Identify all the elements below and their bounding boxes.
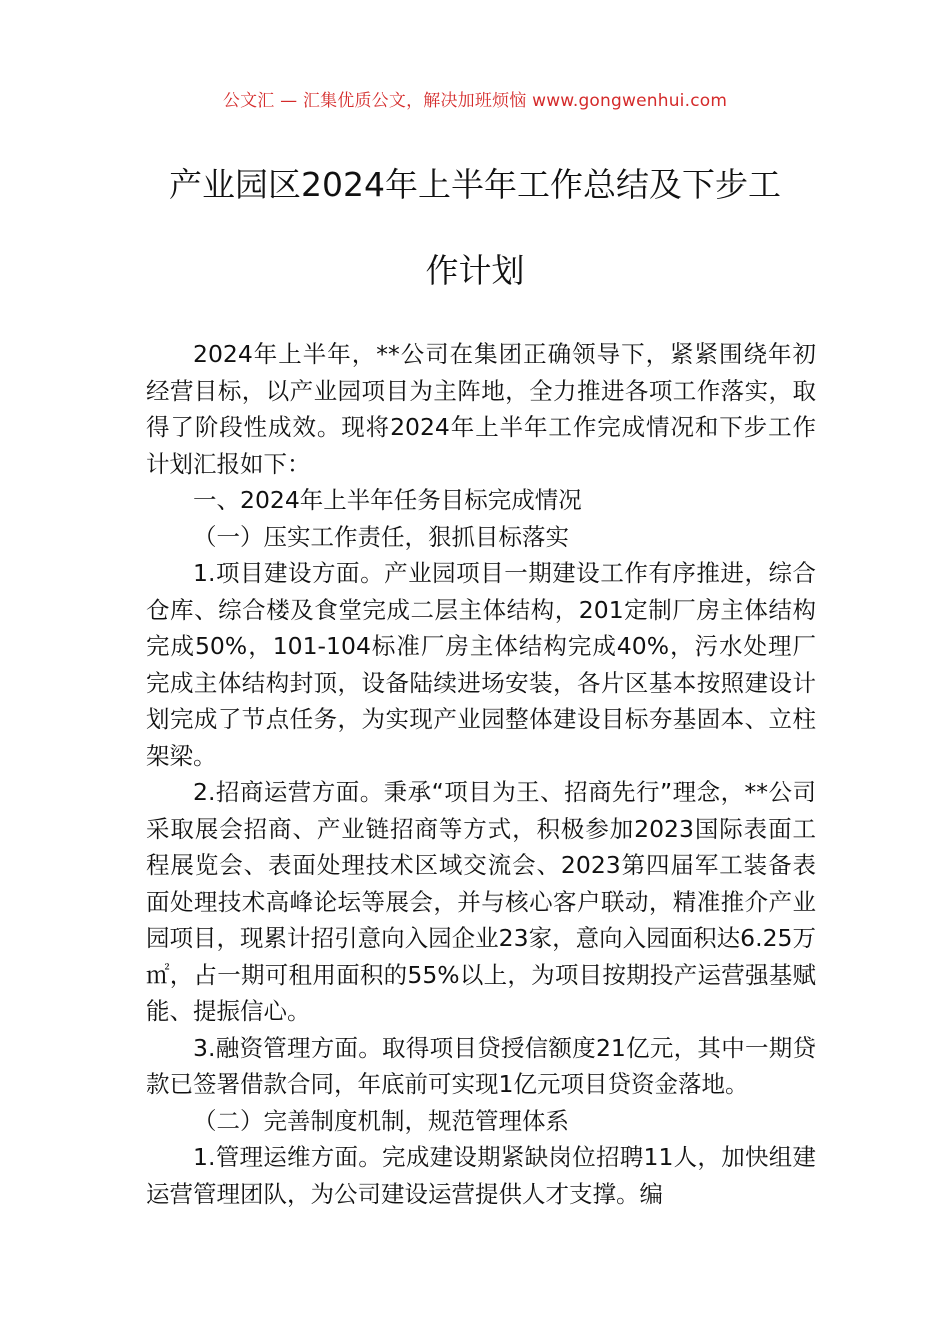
- document-body: [146, 336, 816, 1212]
- paragraph-financing-management: 3.融资管理方面。取得项目贷授信额度21亿元，其中一期贷款已签署借款合同，年底前可实现1亿元项目贷资金落地。: [146, 1033, 816, 1098]
- subsection-1-heading: （一）压实工作责任，狠抓目标落实: [193, 522, 569, 551]
- subsection-2-heading: （二）完善制度机制，规范管理体系: [193, 1106, 569, 1135]
- paragraph-investment-operation: 2.招商运营方面。秉承“项目为王、招商先行”理念，**公司采取展会招商、产业链招商等方式，积极参加2023国际表面工程展览会、表面处理技术区域交流会、2023第四届军工装备表面处理技术高峰论坛等展会，并与核心客户联动，精准推介产业园项目，现累计招引意向入园企业23家，意向入园面积达6.25万㎡，占一期可租用面积的55%以上，为项目按期投产运营强基赋能、提振信心。: [146, 778, 816, 1025]
- document-title-line-2: 作计划: [425, 251, 525, 290]
- paragraph-project-construction: 1.项目建设方面。产业园项目一期建设工作有序推进，综合仓库、综合楼及食堂完成二层主体结构，201定制厂房主体结构完成50%，101-104标准厂房主体结构完成40%，污水处理厂完成主体结构封顶，设备陆续进场安装，各片区基本按照建设计划完成了节点任务，为实现产业园整体建设目标夯基固本、立柱架梁。: [146, 559, 816, 770]
- header-banner: 公文汇 — 汇集优质公文，解决加班烦恼 www.gongwenhui.com: [222, 91, 728, 111]
- intro-paragraph: 2024年上半年，**公司在集团正确领导下，紧紧围绕年初经营目标，以产业园项目为主阵地，全力推进各项工作落实，取得了阶段性成效。现将2024年上半年工作完成情况和下步工作计划汇报如下：: [146, 340, 816, 478]
- paragraph-management-operation: 1.管理运维方面。完成建设期紧缺岗位招聘11人，加快组建运营管理团队，为公司建设运营提供人才支撑。编: [146, 1143, 816, 1208]
- document-title-line-1: 产业园区2024年上半年工作总结及下步工: [169, 165, 781, 204]
- section-1-heading: 一、2024年上半年任务目标完成情况: [193, 486, 582, 514]
